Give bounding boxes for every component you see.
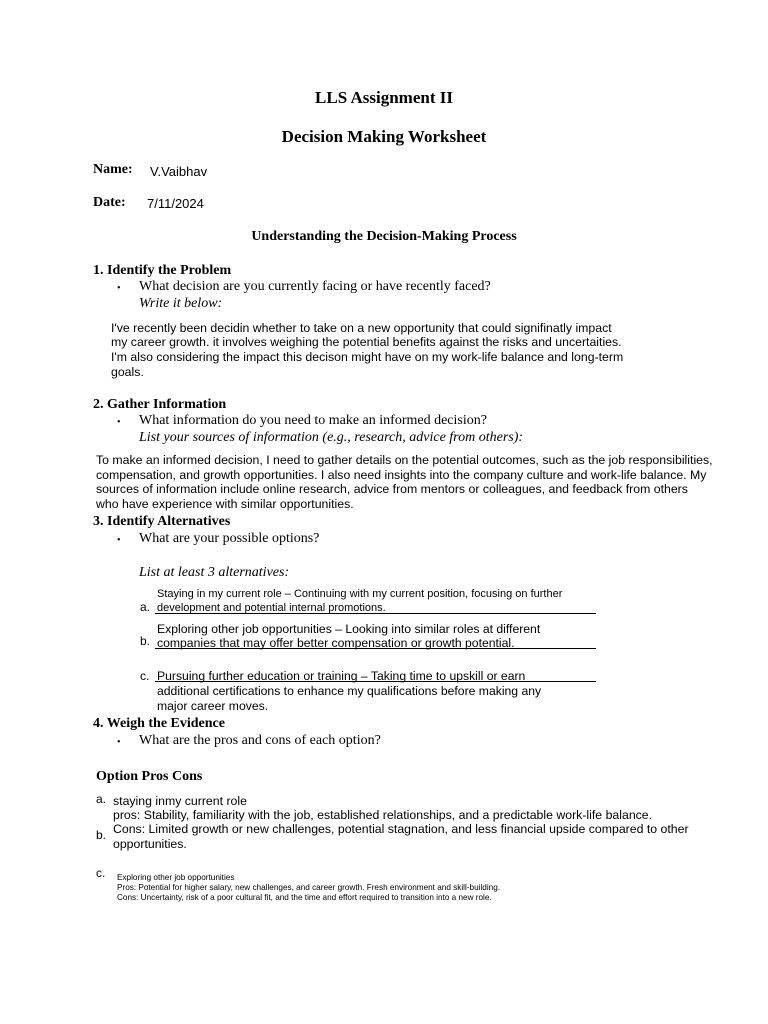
option-a-line: pros: Stability, familiarity with the job, established relationships, and a predictable work-life balance. xyxy=(113,808,653,822)
alternative-b-line: companies that may offer better compensation or growth potential. xyxy=(157,636,515,650)
section-2-answer-line: compensation, and growth opportunities. I also need insights into the company culture and work-life balance. My xyxy=(96,468,707,482)
name-value: V.Vaibhav xyxy=(150,164,208,179)
alternative-c-letter: c. xyxy=(140,669,150,683)
section-1-answer-line: I've recently been decidin whether to take on a new opportunity that could signifinatly impact xyxy=(111,321,612,335)
section-title: Understanding the Decision-Making Process xyxy=(251,229,517,244)
option-a-line: opportunities. xyxy=(113,837,187,851)
alternative-b-letter: b. xyxy=(140,634,151,648)
document-title: LLS Assignment II xyxy=(315,88,453,107)
alternative-a-line: development and potential internal promotions. xyxy=(157,602,386,614)
date-value: 7/11/2024 xyxy=(147,196,204,211)
section-1-heading: 1. Identify the Problem xyxy=(93,263,232,278)
name-label: Name: xyxy=(93,162,133,177)
document-subtitle: Decision Making Worksheet xyxy=(281,127,487,146)
alternative-b-underline xyxy=(155,648,596,649)
section-2-answer-line: who have experience with similar opportunities. xyxy=(96,497,354,511)
section-2-question: What information do you need to make an informed decision? xyxy=(139,413,487,428)
alternative-c-line: Pursuing further education or training – Taking time to upskill or earn xyxy=(157,669,526,683)
section-4-heading: 4. Weigh the Evidence xyxy=(93,716,225,731)
pros-cons-table-header: Option Pros Cons xyxy=(96,769,203,784)
option-a-letter: a. xyxy=(96,792,107,806)
alternative-c-line: major career moves. xyxy=(157,699,269,713)
section-2-answer-line: sources of information include online research, advice from mentors or colleagues, and feedback from others xyxy=(96,482,688,496)
option-a-line: Cons: Limited growth or new challenges, potential stagnation, and less financial upside compared to other xyxy=(113,822,689,836)
bullet-icon: • xyxy=(117,417,121,428)
bullet-icon: • xyxy=(117,283,121,294)
section-1-answer-line: my career growth. it involves weighing the potential benefits against the risks and uncertaities. xyxy=(111,335,622,349)
alternative-c-underline xyxy=(155,681,596,682)
option-b-small-line: Exploring other job opportunities xyxy=(117,873,235,882)
date-label: Date: xyxy=(93,195,126,210)
option-b-letter: b. xyxy=(96,828,107,842)
alternative-a-underline xyxy=(155,613,596,614)
option-b-small-line: Pros: Potential for higher salary, new challenges, and career growth. Fresh environment and skill-building. xyxy=(117,883,501,892)
option-b-small-line: Cons: Uncertainty, risk of a poor cultural fit, and the time and effort required to transition into a new role. xyxy=(117,893,492,902)
section-2-answer-line: To make an informed decision, I need to gather details on the potential outcomes, such as the job responsibilities, xyxy=(96,453,713,467)
section-2-heading: 2. Gather Information xyxy=(93,397,227,412)
section-4-question: What are the pros and cons of each option? xyxy=(139,733,381,748)
bullet-icon: • xyxy=(117,535,121,546)
section-1-prompt: Write it below: xyxy=(139,296,223,311)
alternative-b-line: Exploring other job opportunities – Looking into similar roles at different xyxy=(157,622,541,636)
alternative-a-letter: a. xyxy=(140,600,151,614)
section-3-question: What are your possible options? xyxy=(139,531,320,546)
bullet-icon: • xyxy=(117,737,121,748)
alternative-a-line: Staying in my current role – Continuing with my current position, focusing on further xyxy=(157,588,563,600)
section-1-question: What decision are you currently facing or have recently faced? xyxy=(139,279,491,294)
section-3-heading: 3. Identify Alternatives xyxy=(93,514,231,529)
section-1-answer-line: I'm also considering the impact this decison might have on my work-life balance and long-term xyxy=(111,350,624,364)
section-2-prompt: List your sources of information (e.g., research, advice from others): xyxy=(139,430,524,445)
alternative-c-line: additional certifications to enhance my qualifications before making any xyxy=(157,684,542,698)
option-c-letter: c. xyxy=(96,866,106,880)
option-a-line: staying inmy current role xyxy=(113,794,247,808)
section-3-prompt: List at least 3 alternatives: xyxy=(139,565,290,580)
section-1-answer-line: goals. xyxy=(111,365,144,379)
